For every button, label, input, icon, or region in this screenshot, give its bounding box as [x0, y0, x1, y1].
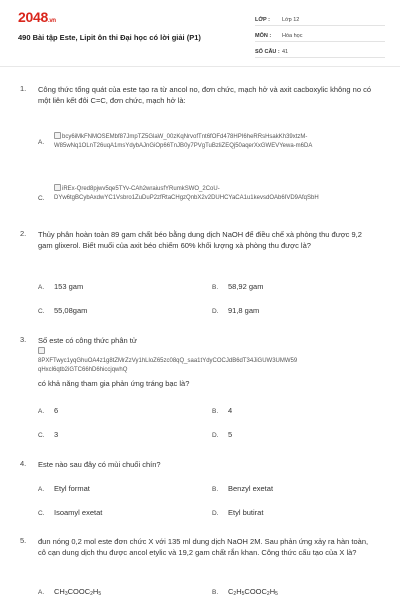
option-letter: D. — [212, 432, 219, 439]
option-letter: A. — [38, 139, 45, 146]
option-letter: C. — [38, 308, 45, 315]
broken-image-formula — [38, 347, 390, 375]
option-b[interactable] — [212, 484, 273, 493]
image-alt-line: W85wNq1OLnT26uqA1msYdybAJnGiOp66TnJB0y7PVgTuBzliZEQj50aqerXxGWEVYewa-m6DA — [54, 143, 313, 149]
option-text: Benzyl exetat — [228, 484, 274, 493]
option-a[interactable] — [38, 484, 90, 493]
option-text: 58,92 gam — [228, 282, 264, 291]
option-a[interactable] — [38, 282, 83, 291]
option-text: Isoamyl exetat — [54, 508, 103, 517]
formula-part: COOC — [67, 587, 91, 596]
option-letter: D. — [212, 308, 219, 315]
option-d[interactable] — [212, 430, 232, 439]
option-letter: B. — [212, 589, 219, 596]
option-d[interactable] — [212, 508, 263, 517]
option-letter: C. — [38, 195, 45, 202]
image-alt-line: DYw6tgBCybAxdwYC1Vsbro1ZuDuP2zfRtaCHgzQnbX2v2DUHCYaCA1u1kevsdOAb6IVD9AfqSbH — [54, 195, 319, 201]
option-b[interactable] — [212, 282, 263, 291]
meta-label: LỚP : — [255, 16, 270, 23]
broken-image-a — [54, 132, 390, 151]
question-text: Công thức tổng quát của este tạo ra từ ancol no, đơn chức, mạch hở và axit cacboxylic không no có một liên kết đôi C=C, đơn chức, mạch hở là: — [38, 85, 371, 105]
meta-value: Hóa học — [282, 32, 303, 39]
image-alt-line: iREx-Qred8pjwv5qe5TYv-CAh2wraiusfYRumkSWO_2CoU- — [62, 186, 220, 192]
broken-image-icon — [38, 347, 45, 354]
document-meta — [255, 14, 385, 62]
question-text-continued: có khả năng tham gia phản ứng tráng bạc là? — [38, 379, 190, 388]
question-number: 1. — [20, 84, 27, 93]
option-letter: D. — [212, 510, 219, 517]
option-text: Etyl butirat — [228, 508, 264, 517]
formula-subscript: 5 — [275, 591, 278, 597]
formula-subscript: 2 — [90, 591, 93, 597]
option-text: 55,08gam — [54, 306, 88, 315]
meta-subject — [255, 30, 385, 42]
option-text: 91,8 gam — [228, 306, 260, 315]
option-letter: A. — [38, 408, 45, 415]
option-letter: A. — [38, 589, 45, 596]
option-a[interactable] — [38, 587, 101, 597]
broken-image-icon — [54, 132, 61, 139]
formula-part: H — [92, 587, 99, 596]
option-text: 153 gam — [54, 282, 84, 291]
question-number: 2. — [20, 229, 27, 238]
option-d[interactable] — [212, 306, 259, 315]
image-alt-line: 8PXFTwyc1yqGhuOA4z1g8tZMrZzVy1hLloZ65zc08qQ_saa1tYdyCOCJdB6dT34JiGUW3UMW59 — [38, 358, 298, 364]
meta-value: Lớp 12 — [282, 16, 300, 23]
formula-subscript: 5 — [98, 591, 102, 597]
meta-label: SỐ CÂU : — [255, 48, 280, 55]
option-c[interactable] — [38, 508, 102, 517]
option-text: 3 — [54, 430, 59, 439]
formula-part: COOC — [244, 587, 267, 596]
header-divider — [0, 66, 400, 67]
document-title: 490 Bài tập Este, Lipit ôn thi Đại học có lời giải (P1) — [18, 33, 201, 42]
formula-subscript: 5 — [241, 591, 245, 597]
meta-class — [255, 14, 385, 26]
formula-part: H — [269, 587, 276, 596]
option-text: 5 — [228, 430, 233, 439]
formula-subscript: 2 — [266, 591, 270, 597]
option-b[interactable] — [212, 406, 232, 415]
formula-part: H — [236, 587, 242, 596]
broken-image-c — [54, 184, 390, 203]
question-text: Este nào sau đây có mùi chuối chín? — [38, 460, 161, 469]
option-letter: B. — [212, 284, 219, 291]
question-number: 5. — [20, 536, 27, 545]
broken-image-icon — [54, 184, 61, 191]
option-text: 4 — [228, 406, 233, 415]
question-text: Thủy phân hoàn toàn 89 gam chất béo bằng dung dịch NaOH để điều chế xà phòng thu được 9,2 gam glixerol. Biết muối của axit béo chiếm 60% khối lượng xà phòng thu được là? — [38, 230, 362, 250]
formula-subscript: 3 — [64, 591, 68, 597]
option-b[interactable] — [212, 587, 278, 597]
option-letter: C. — [38, 510, 45, 517]
formula-subscript: 2 — [233, 591, 237, 597]
option-letter: B. — [212, 408, 219, 415]
question-text: Số este có công thức phân tử — [38, 336, 137, 345]
option-text: 6 — [54, 406, 59, 415]
option-a[interactable] — [38, 406, 58, 415]
site-logo[interactable]: 2048.vn — [18, 9, 56, 25]
question-number: 3. — [20, 335, 27, 344]
formula-part: CH — [54, 587, 65, 596]
meta-question-count — [255, 46, 385, 58]
meta-label: MÔN : — [255, 32, 272, 39]
option-letter: B. — [212, 486, 219, 493]
meta-value: 41 — [282, 48, 289, 55]
option-text: Etyl format — [54, 484, 90, 493]
document-header — [0, 0, 400, 62]
question-number: 4. — [20, 459, 27, 468]
option-c[interactable] — [38, 306, 87, 315]
formula-part: C — [228, 587, 234, 596]
question-text: đun nóng 0,2 mol este đơn chức X với 135 ml dung dịch NaOH 2M. Sau phản ứng xảy ra hàn toàn, cô cạn dung dịch thu được ancol etylic và 19,2 gam chất rắn khan. Công thức cấu tạo của X là? — [38, 537, 369, 557]
option-letter: C. — [38, 432, 45, 439]
option-letter: A. — [38, 284, 45, 291]
image-alt-line: bcy6iMkFNMOSEMbf87JmpTZ5GlaW_00zKqNrvofTnt6fOFd478HPI6heRRsHsakKh39xtzM- — [62, 134, 308, 140]
option-letter: A. — [38, 486, 45, 493]
option-c[interactable] — [38, 430, 58, 439]
image-alt-line: qHxcl6qtb2iGTC66hD6hiccjqwhQ — [38, 367, 128, 373]
